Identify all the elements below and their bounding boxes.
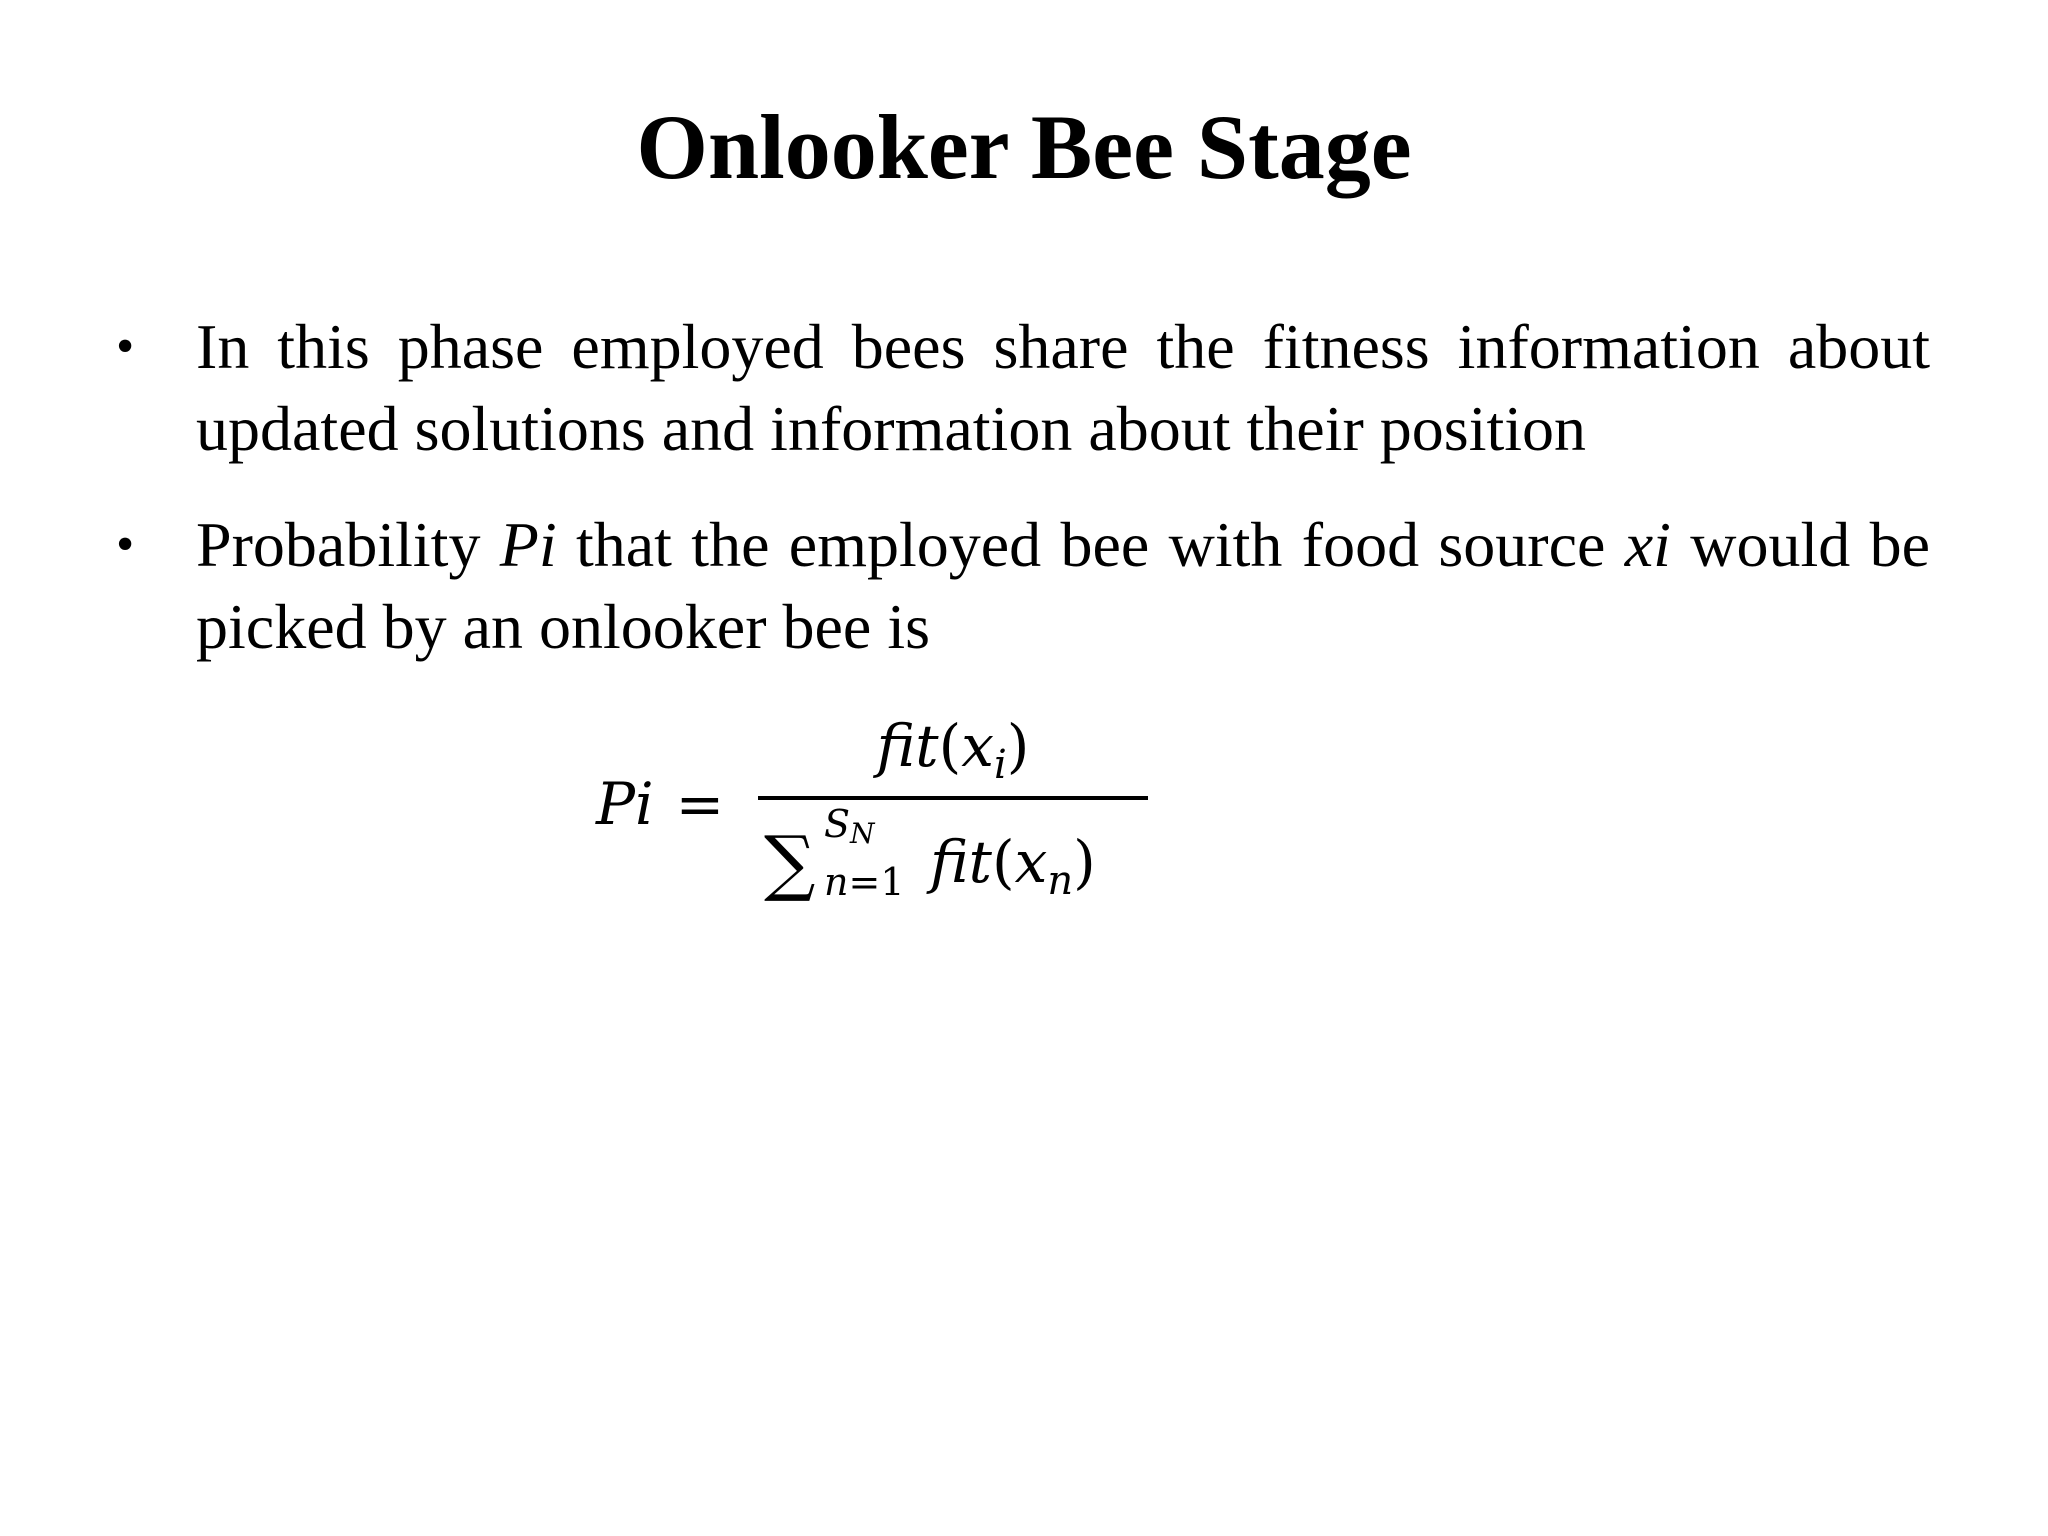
denominator-open-paren: (	[992, 828, 1015, 896]
formula-equals: =	[675, 770, 725, 838]
lower-limit-var: n	[824, 860, 849, 904]
summation-symbol: ∑	[764, 820, 816, 904]
denominator-close-paren: )	[1073, 828, 1096, 896]
bullet-text-part: Probability	[196, 509, 500, 580]
upper-limit-base: S	[824, 802, 851, 846]
lower-limit-value: 1	[880, 860, 905, 904]
formula-numerator	[758, 706, 1148, 805]
bullet-list	[114, 306, 1930, 668]
bullet-marker: •	[116, 516, 135, 573]
bullet-item	[114, 306, 1930, 470]
bullet-text-part: that the employed bee with food source	[556, 509, 1625, 580]
bullet-marker: •	[116, 318, 135, 375]
numerator-close-paren: )	[1006, 712, 1030, 780]
bullet-text-part: would be picked by an onlooker bee is	[196, 509, 1931, 662]
bullet-text: In this phase employed bees share the fitness information about updated solutions and information about their position	[196, 311, 1930, 464]
variable-xi: xi	[1624, 509, 1671, 580]
formula-lhs-var: Pi	[596, 770, 654, 838]
probability-formula	[596, 706, 1356, 926]
denominator-sub: n	[1047, 858, 1074, 904]
upper-limit-sub: N	[850, 817, 875, 850]
slide-title: Onlooker Bee Stage	[636, 96, 1412, 198]
formula-fraction	[758, 706, 1148, 916]
numerator-var: x	[961, 712, 994, 780]
summation-lower-limit	[824, 858, 905, 906]
numerator-func: fit	[876, 712, 939, 780]
numerator-open-paren: (	[938, 712, 962, 780]
denominator-var: x	[1014, 828, 1048, 896]
summation-upper-limit	[824, 802, 875, 856]
bullet-item	[114, 504, 1930, 668]
variable-pi: Pi	[499, 509, 557, 580]
formula-lhs	[596, 764, 724, 844]
denominator-term	[930, 822, 1096, 921]
numerator-sub: i	[993, 742, 1007, 788]
lower-limit-equals: =	[848, 860, 881, 904]
fraction-bar	[758, 796, 1148, 800]
formula-denominator	[758, 802, 1148, 916]
denominator-func: fit	[930, 828, 992, 896]
